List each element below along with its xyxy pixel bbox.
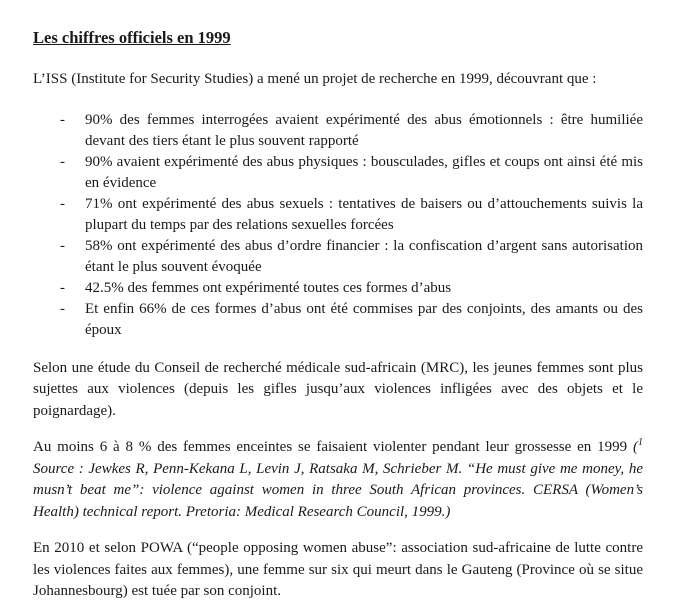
list-item-text: 58% ont expérimenté des abus d’ordre financier : la confiscation d’argent sans autorisation étant le plus souvent évoquée: [85, 237, 643, 275]
list-item: [60, 194, 643, 236]
mrc-paragraph: Selon une étude du Conseil de recherché médicale sud-africain (MRC), les jeunes femmes sont plus sujettes aux violences (depuis les gifles jusqu’aux violences infligées avec des objets et le poignardage).: [33, 359, 643, 419]
pregnancy-lead-text: Au moins 6 à 8 % des femmes enceintes se faisaient violenter pendant leur grossesse en 1999: [33, 439, 633, 455]
list-item-text: 90% des femmes interrogées avaient expérimenté des abus émotionnels : être humiliée devant des tiers étant le plus souvent rapporté: [85, 111, 643, 149]
bullet-dash: -: [60, 111, 65, 128]
powa-paragraph: En 2010 et selon POWA (“people opposing women abuse”: association sud-africaine de lutte contre les violences faites aux femmes), une femme sur six qui meurt dans le Gauteng (Province où se situe Johannesbourg) est tuée par son conjoint.: [33, 540, 643, 599]
citation-open-paren: (: [633, 439, 638, 455]
list-item-text: 90% avaient expérimenté des abus physiques : bousculades, gifles et coups ont ainsi été mis en évidence: [85, 153, 643, 191]
list-item: [60, 236, 643, 278]
bullet-dash: -: [60, 279, 65, 296]
citation-text: Source : Jewkes R, Penn-Kekana L, Levin J, Ratsaka M, Schrieber M. “He must give me money, he musn’t beat me”: violence against women in three South African provinces. CERSA (Women’s Health) technical report. Pretoria: Medical Research Council, 1999.): [33, 460, 643, 520]
bullet-dash: -: [60, 153, 65, 170]
list-item-text: Et enfin 66% de ces formes d’abus ont été commises par des conjoints, des amants ou des époux: [85, 300, 643, 338]
list-item: [60, 299, 643, 341]
bullet-dash: -: [60, 195, 65, 212]
bullet-dash: -: [60, 300, 65, 317]
document-title: Les chiffres officiels en 1999: [33, 28, 231, 47]
list-item-text: 71% ont expérimenté des abus sexuels : tentatives de baisers ou d’attouchements suivis la plupart du temps par des relations sexuelles forcées: [85, 195, 643, 233]
bullet-dash: -: [60, 237, 65, 254]
list-item: [60, 278, 643, 299]
findings-list: [33, 110, 643, 341]
citation-footnote-number: 1: [638, 437, 643, 448]
list-item: [60, 110, 643, 152]
pregnancy-paragraph: [33, 437, 643, 523]
list-item-text: 42.5% des femmes ont expérimenté toutes ces formes d’abus: [85, 279, 452, 296]
list-item: [60, 152, 643, 194]
intro-paragraph: L’ISS (Institute for Security Studies) a mené un projet de recherche en 1999, découvrant que :: [33, 71, 597, 87]
